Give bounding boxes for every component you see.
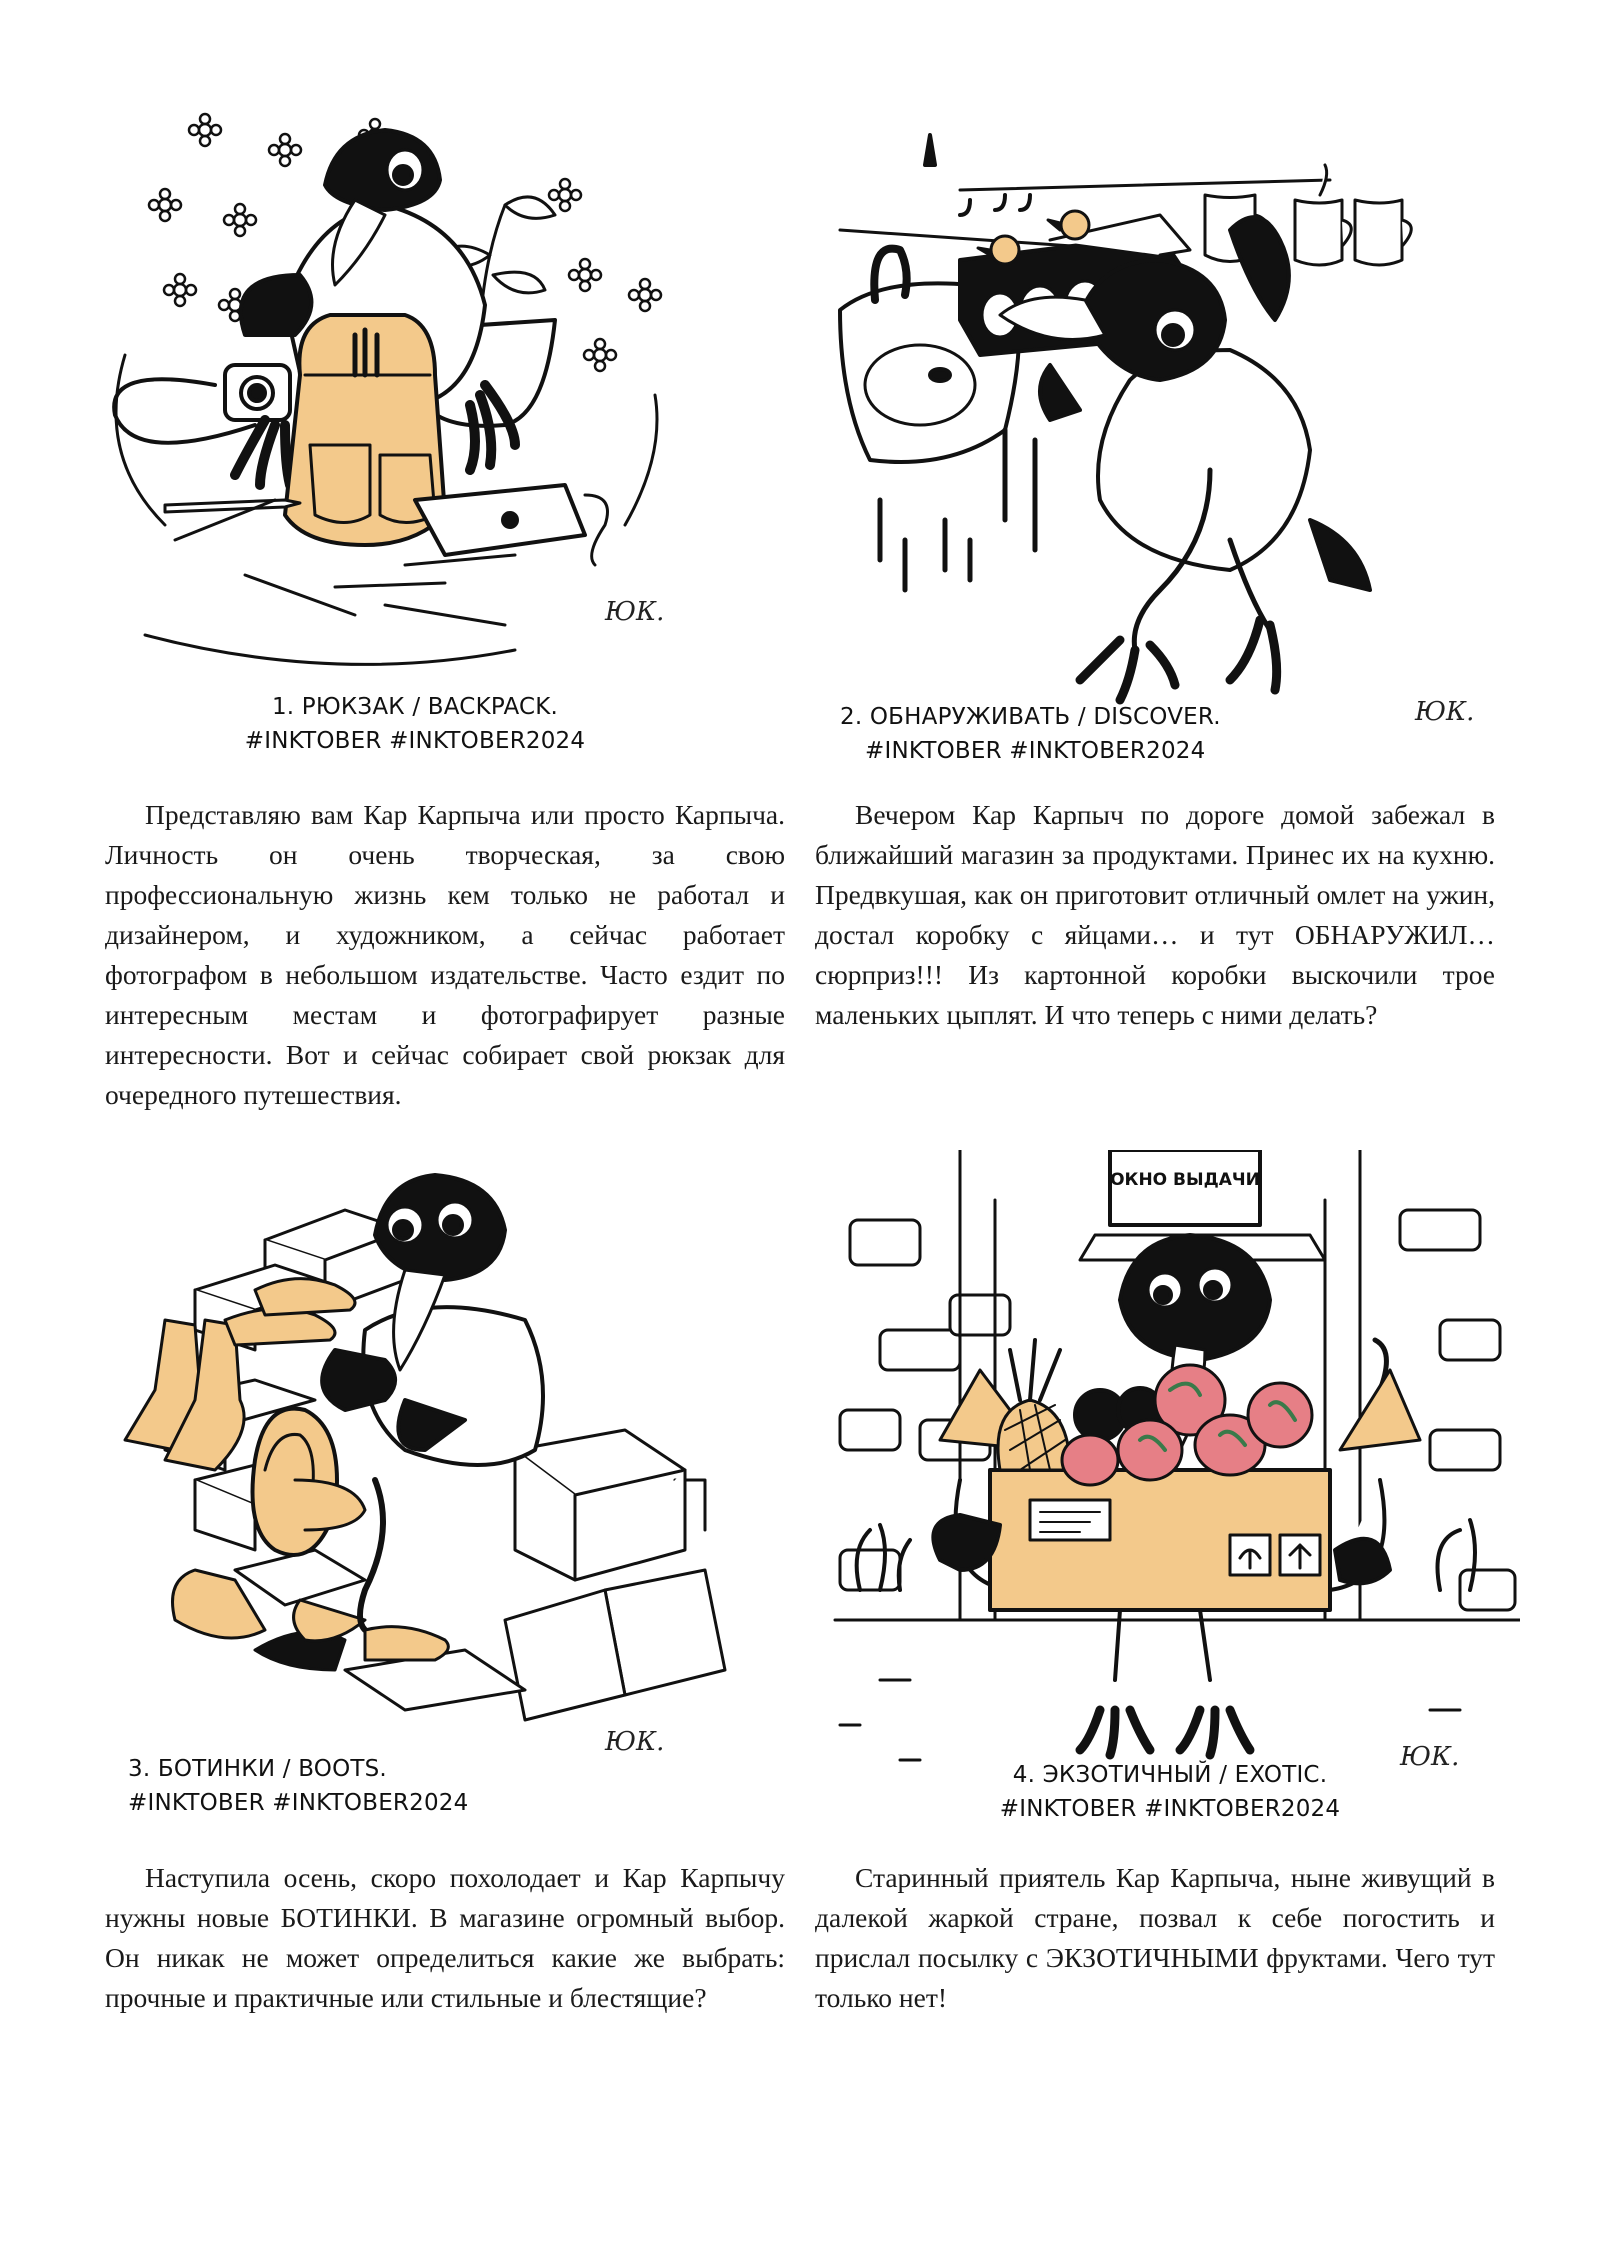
caption-panel-2 [840, 700, 1320, 768]
illustration-discover [830, 120, 1520, 730]
story-text-3: Наступила осень, скоро похолодает и Кар Карпычу нужны новые БОТИНКИ. В магазине огромный выбор. Он никак не может определиться какие же выбрать: прочные и практичные или стильные и блестящие? [105, 1862, 785, 2013]
caption-title-3: 3. БОТИНКИ / BOOTS. [128, 1756, 387, 1782]
caption-panel-1 [150, 690, 680, 758]
caption-title-2: 2. ОБНАРУЖИВАТЬ / DISCOVER. [840, 704, 1221, 730]
caption-hashtags-4: #INKTOBER #INKTOBER2024 [999, 1796, 1341, 1822]
illustration-boots [105, 1150, 755, 1760]
story-text-2: Вечером Кар Карпыч по дороге домой забежал в ближайший магазин за продуктами. Принес их на кухню. Предвкушая, как он приготовит отличный омлет на ужин, достал коробку с яйцами… и тут ОБНАРУЖИЛ… сюрприз!!! Из картонной коробки выскочили трое маленьких цыплят. И что теперь с ними делать? [815, 799, 1495, 1030]
caption-hashtags-3: #INKTOBER #INKTOBER2024 [128, 1790, 469, 1816]
story-text-1: Представляю вам Кар Карпыча или просто Карпыча. Личность он очень творческая, за свою профессиональную жизнь кем только не работал и дизайнером, и художником, а сейчас работает фотографом в небольшом издательстве. Часто ездит по интересным местам и фотографирует разные интересности. Вот и сейчас собирает свой рюкзак для очередного путешествия. [105, 799, 785, 1110]
signature-2: ЮК. [1415, 697, 1475, 727]
caption-title-1: 1. РЮКЗАК / BACKPACK. [271, 694, 559, 720]
illustration-exotic [820, 1150, 1520, 1770]
signature-1: ЮК. [605, 597, 665, 627]
caption-panel-3 [128, 1752, 608, 1820]
signature-4: ЮК. [1400, 1742, 1460, 1770]
caption-title-4: 4. ЭКЗОТИЧНЫЙ / EXOTIC. [1012, 1762, 1328, 1788]
story-text-4: Старинный приятель Кар Карпыча, ныне живущий в далекой жаркой стране, позвал к себе погостить и прислал посылку с ЭКЗОТИЧНЫМИ фруктами. Чего тут только нет! [815, 1862, 1495, 2013]
window-sign-line: ОКНО ВЫДАЧИ [1110, 1170, 1260, 1190]
caption-hashtags-1: #INKTOBER #INKTOBER2024 [244, 728, 586, 754]
caption-hashtags-2: #INKTOBER #INKTOBER2024 [865, 738, 1206, 764]
signature-3: ЮК. [605, 1727, 665, 1757]
illustration-backpack [85, 75, 735, 675]
caption-panel-4 [955, 1758, 1385, 1826]
